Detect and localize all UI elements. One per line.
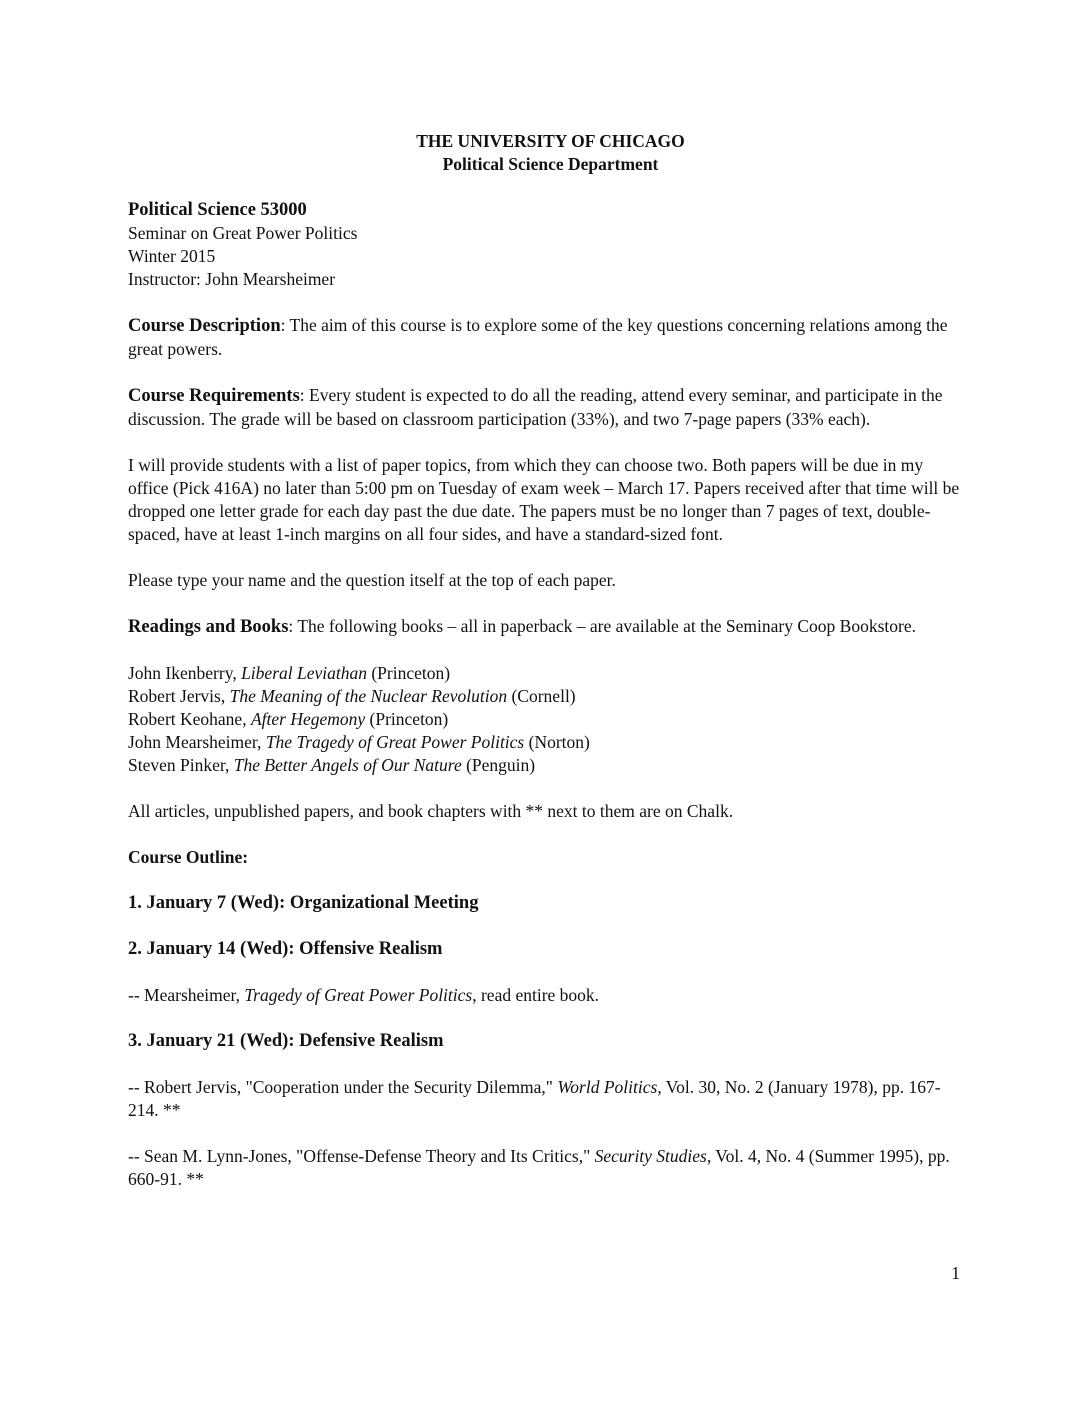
book-publisher: (Penguin) [461, 755, 536, 775]
week-1-heading: 1. January 7 (Wed): Organizational Meeting [128, 893, 479, 913]
course-title: Seminar on Great Power Politics [128, 223, 358, 243]
course-requirements-label: Course Requirements [128, 386, 300, 406]
book-item [128, 662, 963, 685]
university-title: THE UNIVERSITY OF CHICAGO [416, 131, 685, 151]
book-title: The Better Angels of Our Nature [233, 755, 462, 775]
course-outline-heading: Course Outline: [128, 847, 249, 867]
book-item [128, 708, 963, 731]
book-author: John Mearsheimer, [128, 732, 266, 752]
department-title: Political Science Department [442, 154, 659, 174]
book-title: The Meaning of the Nuclear Revolution [229, 686, 508, 706]
book-title: After Hegemony [250, 709, 366, 729]
syllabus-page [128, 130, 963, 1191]
readings-label: Readings and Books [128, 617, 289, 637]
book-author: John Ikenberry, [128, 663, 242, 683]
readings-text: : The following books – all in paperback – are available at the Seminary Coop Bookstore. [288, 616, 916, 636]
book-title: The Tragedy of Great Power Politics [265, 732, 525, 752]
course-instructor: Instructor: John Mearsheimer [128, 269, 336, 289]
course-requirements-text: : Every student is expected to do all the reading, attend every seminar, and participate in the discussion. The grade will be based on classroom participation (33%), and two 7-page papers (33% each). [128, 385, 943, 429]
book-list [128, 662, 963, 777]
course-description-text: : The aim of this course is to explore some of the key questions concerning relations among the great powers. [128, 315, 948, 359]
book-publisher: (Princeton) [365, 709, 449, 729]
book-item [128, 685, 963, 708]
book-item [128, 754, 963, 777]
week-2-heading: 2. January 14 (Wed): Offensive Realism [128, 939, 443, 959]
book-publisher: (Princeton) [366, 663, 451, 683]
course-number: Political Science 53000 [128, 200, 307, 220]
book-author: Steven Pinker, [128, 755, 234, 775]
page-number: 1 [951, 1263, 960, 1283]
readings-paragraph [128, 615, 963, 639]
chalk-note: All articles, unpublished papers, and book chapters with ** next to them are on Chalk. [128, 801, 734, 821]
book-publisher: (Cornell) [507, 686, 576, 706]
week-3-heading: 3. January 21 (Wed): Defensive Realism [128, 1031, 444, 1051]
name-paragraph: Please type your name and the question itself at the top of each paper. [128, 570, 616, 590]
course-description-label: Course Description [128, 316, 281, 336]
week-2-reading: -- Mearsheimer, Tragedy of Great Power Politics, read entire book. [128, 985, 600, 1005]
book-author: Robert Keohane, [128, 709, 251, 729]
papers-paragraph: I will provide students with a list of paper topics, from which they can choose two. Both papers will be due in my office (Pick 416A) no later than 5:00 pm on Tuesday of exam week – March 17. Papers received after that time will be dropped one letter grade for each day past the due date. The papers must be no longer than 7 pages of text, double-spaced, have at least 1-inch margins on all four sides, and have a standard-sized font. [128, 455, 960, 544]
book-author: Robert Jervis, [128, 686, 230, 706]
book-title: Liberal Leviathan [241, 663, 367, 683]
course-term: Winter 2015 [128, 246, 216, 266]
week-3-reading-1: -- Robert Jervis, "Cooperation under the Security Dilemma," World Politics, Vol. 30, No. 2 (January 1978), pp. 167-214. ** [128, 1077, 941, 1120]
course-requirements [128, 384, 963, 431]
course-description [128, 314, 963, 361]
book-publisher: (Norton) [524, 732, 590, 752]
book-item [128, 731, 963, 754]
week-3-reading-2: -- Sean M. Lynn-Jones, "Offense-Defense Theory and Its Critics," Security Studies, Vol. 4, No. 4 (Summer 1995), pp. 660-91. ** [128, 1146, 950, 1189]
